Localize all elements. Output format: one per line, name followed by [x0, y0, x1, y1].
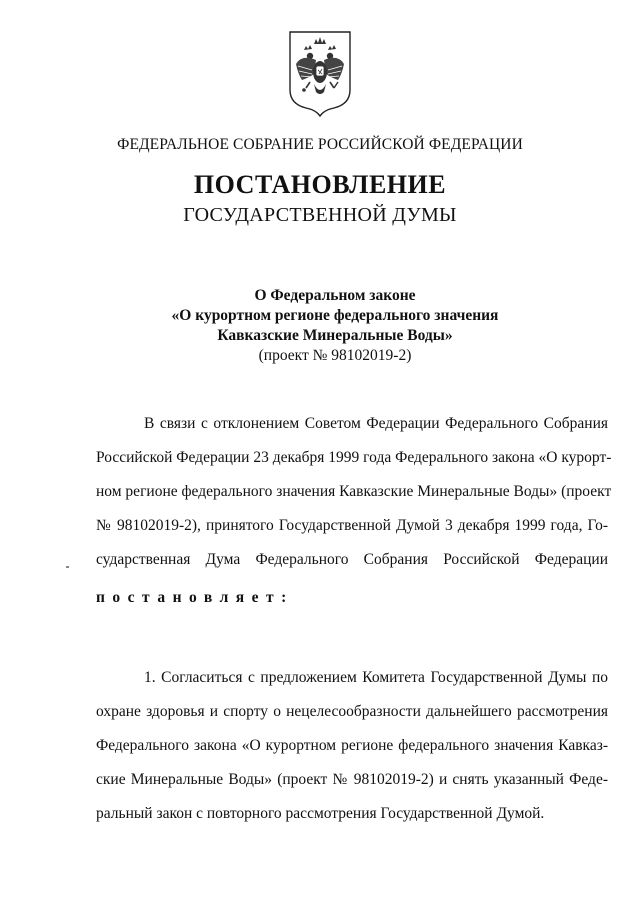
decree-word: постановляет:	[96, 589, 294, 606]
text-line: сударственная Дума Федерального Собрания Российской Федерации	[96, 551, 608, 568]
subject-line: «О курортном регионе федерального значения	[171, 307, 499, 324]
text-line: Российской Федерации 23 декабря 1999 года Федерального закона «О курорт-	[96, 449, 612, 466]
text-line: ские Минеральные Воды» (проект № 98102019-2) и снять указанный Феде-	[96, 771, 608, 788]
text-line: 1. Согласиться с предложением Комитета Государственной Думы по	[144, 669, 608, 686]
subject-line: О Федеральном законе	[254, 287, 416, 304]
text-line: В связи с отклонением Советом Федерации Федерального Собрания	[144, 415, 608, 432]
subject-line: Кавказские Минеральные Воды»	[217, 327, 453, 344]
margin-mark	[66, 566, 69, 568]
text-line: охране здоровья и спорту о нецелесообразности дальнейшего рассмотрения	[96, 703, 608, 720]
text-line: № 98102019-2), принятого Государственной Думой 3 декабря 1999 года, Го-	[96, 517, 608, 534]
coat-of-arms-emblem	[288, 30, 352, 118]
document-type-title: ПОСТАНОВЛЕНИЕ	[193, 170, 447, 199]
text-line: Федерального закона «О курортном регионе федерального значения Кавказ-	[96, 737, 608, 754]
preamble-paragraph	[96, 407, 612, 577]
organization-name: ФЕДЕРАЛЬНОЕ СОБРАНИЕ РОССИЙСКОЙ ФЕДЕРАЦИИ	[117, 136, 523, 153]
clause-paragraph-1	[96, 661, 608, 831]
text-line: ральный закон с повторного рассмотрения Государственной Думой.	[96, 805, 545, 822]
subject-project-number: (проект № 98102019-2)	[258, 347, 412, 364]
document-subject	[140, 286, 530, 366]
document-issuer: ГОСУДАРСТВЕННОЙ ДУМЫ	[183, 204, 457, 226]
text-line: ном регионе федерального значения Кавказские Минеральные Воды» (проект	[96, 483, 612, 500]
